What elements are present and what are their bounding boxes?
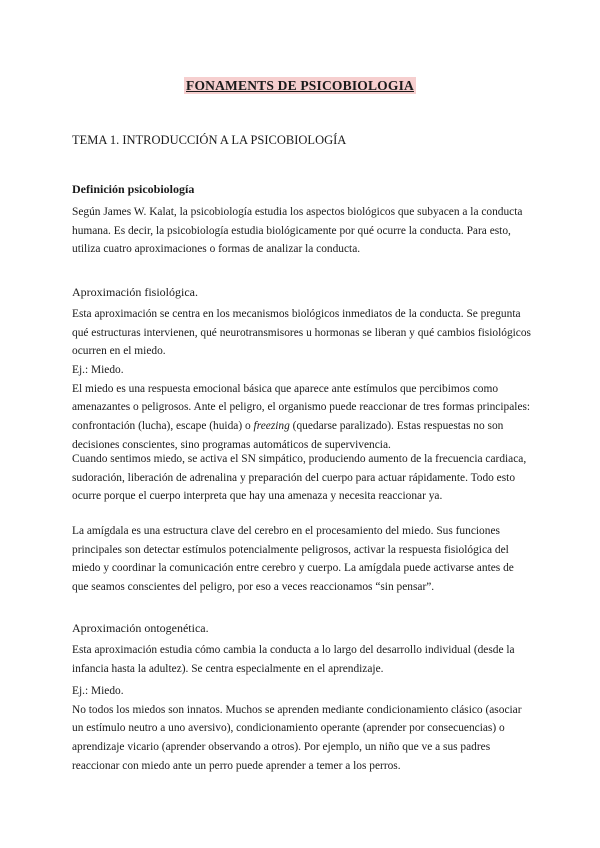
ontogenetic-example bbox=[72, 682, 532, 776]
ontogenetic-example-label: Ej.: Miedo. bbox=[72, 685, 124, 697]
definition-heading: Definición psicobiología bbox=[72, 182, 195, 196]
physiological-intro: Esta aproximación se centra en los mecanismos biológicos inmediatos de la conducta. Se pregunta qué estructuras intervienen, qué neurotransmisores u hormonas se liberan y qué cambios fisiológicos ocurren en el miedo. bbox=[72, 308, 531, 358]
physiological-paragraph-2: Cuando sentimos miedo, se activa el SN simpático, produciendo aumento de la frecuencia cardiaca, sudoración, liberación de adrenalina y preparación del cuerpo para actuar rápidamente. Todo esto ocurre porque el cuerpo interpreta que hay una amenaza y necesita reaccionar ya. bbox=[72, 453, 527, 503]
ontogenetic-example-text: No todos los miedos son innatos. Muchos se aprenden mediante condicionamiento clásico (asociar un estímulo neutro a uno aversivo), condicionamiento operante (aprender por consecuencias) o aprendizaje vicario (aprender observando a otros). Por ejemplo, un niño que ve a sus padres reaccionar con miedo ante un perro puede aprender a temer a los perros. bbox=[72, 703, 522, 772]
definition-paragraph: Según James W. Kalat, la psicobiología estudia los aspectos biológicos que subyacen a la conducta humana. Es decir, la psicobiología estudia biológicamente por qué ocurre la conducta. Para esto, utiliza cuatro aproximaciones o formas de analizar la conducta. bbox=[72, 206, 523, 256]
physiological-example bbox=[72, 361, 532, 455]
physiological-example-italic: freezing bbox=[253, 420, 290, 433]
ontogenetic-heading: Aproximación ontogenética. bbox=[72, 621, 209, 635]
physiological-example-label: Ej.: Miedo. bbox=[72, 364, 124, 376]
ontogenetic-intro: Esta aproximación estudia cómo cambia la conducta a lo largo del desarrollo individual (desde la infancia hasta la adultez). Se centra especialmente en el aprendizaje. bbox=[72, 644, 515, 675]
topic-heading: TEMA 1. INTRODUCCIÓN A LA PSICOBIOLOGÍA bbox=[72, 133, 347, 147]
physiological-example-text-before: El miedo es una respuesta emocional básica que aparece ante estímulos que percibimos como amenazantes o peligrosos. Ante el peligro, el organismo puede reaccionar de tres formas principales: confrontación (lucha), escape (huida) o bbox=[72, 382, 531, 433]
physiological-paragraph-3: La amígdala es una estructura clave del cerebro en el procesamiento del miedo. Sus funciones principales son detectar estímulos potencialmente peligrosos, activar la respuesta fisiológica del miedo y coordinar la comunicación entre cerebro y cuerpo. La amígdala puede activarse antes de que seamos conscientes del peligro, por eso a veces reaccionamos “sin pensar”. bbox=[72, 525, 514, 594]
physiological-example-text-after: (quedarse paralizado). Estas respuestas no son decisiones conscientes, sino programas automáticos de supervivencia. bbox=[72, 420, 504, 451]
document-title bbox=[0, 78, 600, 94]
physiological-heading: Aproximación fisiológica. bbox=[72, 285, 198, 299]
document-title-text: FONAMENTS DE PSICOBIOLOGIA bbox=[186, 78, 414, 93]
